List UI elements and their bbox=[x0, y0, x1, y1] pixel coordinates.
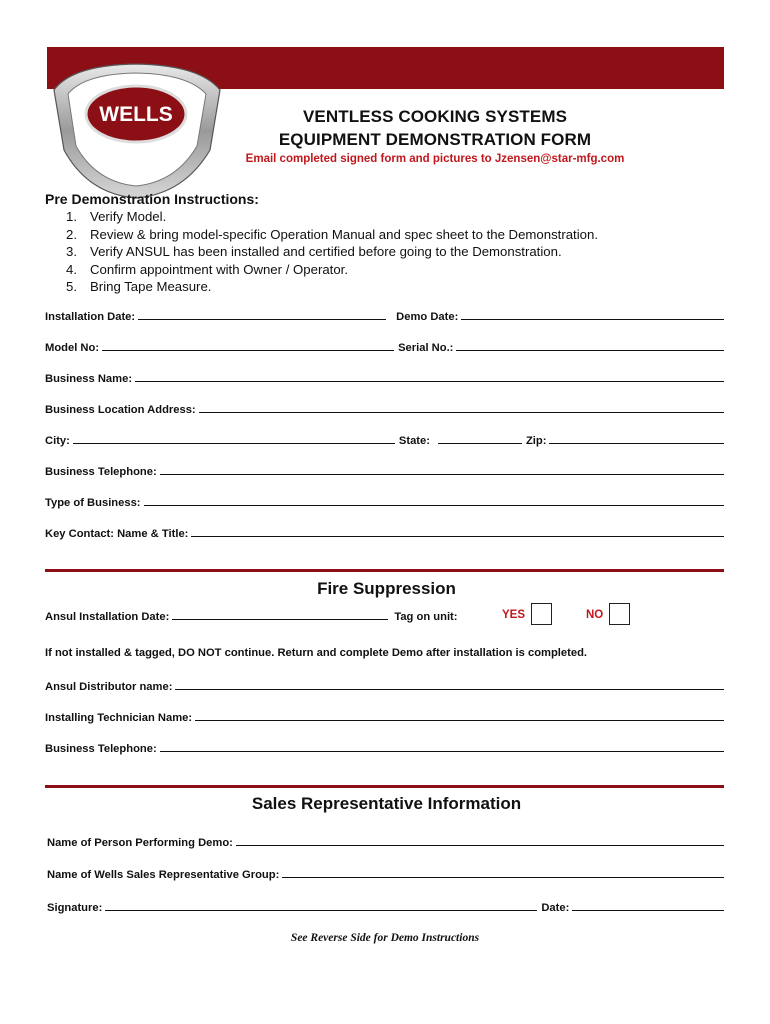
installation-demo-row bbox=[45, 307, 728, 323]
key-contact-label: Key Contact: Name & Title: bbox=[45, 528, 189, 540]
fire-suppression-heading: Fire Suppression bbox=[317, 579, 456, 598]
signature-field[interactable] bbox=[105, 910, 537, 911]
installation-notice: If not installed & tagged, DO NOT continue. Return and complete Demo after installation is completed. bbox=[45, 647, 588, 659]
no-label: NO bbox=[586, 609, 604, 621]
demo-date-label: Demo Date: bbox=[396, 311, 459, 323]
type-of-business-field[interactable] bbox=[144, 505, 724, 506]
date-field[interactable] bbox=[572, 910, 724, 911]
zip-field[interactable] bbox=[549, 443, 724, 444]
business-location-label: Business Location Address: bbox=[45, 404, 196, 416]
model-no-label: Model No: bbox=[45, 342, 100, 354]
business-location-field[interactable] bbox=[199, 412, 724, 413]
item-text: Verify Model. bbox=[90, 209, 167, 224]
item-number: 1. bbox=[66, 209, 77, 224]
list-item bbox=[66, 278, 598, 296]
business-telephone-row bbox=[45, 462, 728, 478]
item-text: Confirm appointment with Owner / Operator. bbox=[90, 261, 348, 277]
reverse-side-note: See Reverse Side for Demo Instructions bbox=[290, 932, 480, 944]
ansul-date-row bbox=[45, 607, 485, 623]
item-number: 2. bbox=[66, 226, 77, 242]
serial-no-field[interactable] bbox=[456, 350, 724, 351]
sales-rep-heading: Sales Representative Information bbox=[251, 794, 522, 813]
demo-person-field[interactable] bbox=[236, 845, 724, 846]
demo-person-label: Name of Person Performing Demo: bbox=[47, 837, 233, 849]
model-serial-row bbox=[45, 338, 728, 354]
installing-technician-field[interactable] bbox=[195, 720, 724, 721]
city-label: City: bbox=[45, 435, 70, 447]
serial-no-label: Serial No.: bbox=[398, 342, 454, 354]
demo-person-row bbox=[47, 833, 728, 849]
list-item bbox=[66, 226, 598, 244]
email-instruction: Email completed signed form and pictures to Jzensen@star-mfg.com bbox=[245, 153, 625, 165]
signature-row bbox=[47, 898, 728, 914]
business-telephone-field[interactable] bbox=[160, 474, 724, 475]
state-label: State: bbox=[398, 435, 430, 447]
business-name-row bbox=[45, 369, 728, 385]
installing-technician-label: Installing Technician Name: bbox=[45, 712, 193, 724]
city-field[interactable] bbox=[73, 443, 395, 444]
item-number: 4. bbox=[66, 261, 77, 277]
ansul-date-field[interactable] bbox=[172, 619, 388, 620]
no-checkbox[interactable] bbox=[609, 603, 630, 625]
fire-telephone-row bbox=[45, 739, 728, 755]
state-field[interactable] bbox=[438, 443, 522, 444]
logo-text: WELLS bbox=[99, 103, 173, 126]
rep-group-row bbox=[47, 865, 728, 881]
list-item bbox=[66, 208, 598, 226]
date-label: Date: bbox=[541, 902, 570, 914]
zip-label: Zip: bbox=[525, 435, 547, 447]
tag-on-unit-label: Tag on unit: bbox=[394, 611, 458, 623]
installing-technician-row bbox=[45, 708, 728, 724]
fire-telephone-field[interactable] bbox=[160, 751, 724, 752]
pre-demo-list bbox=[66, 208, 598, 296]
list-item bbox=[66, 261, 598, 279]
ansul-distributor-label: Ansul Distributor name: bbox=[45, 681, 173, 693]
form-title-line2: EQUIPMENT DEMONSTRATION FORM bbox=[278, 130, 592, 149]
demo-date-field[interactable] bbox=[461, 319, 724, 320]
section-divider bbox=[45, 569, 724, 572]
item-text: Bring Tape Measure. bbox=[90, 279, 212, 294]
ansul-distributor-row bbox=[45, 677, 728, 693]
key-contact-row bbox=[45, 524, 728, 540]
item-number: 3. bbox=[66, 244, 77, 259]
installation-date-field[interactable] bbox=[138, 319, 386, 320]
business-name-label: Business Name: bbox=[45, 373, 133, 385]
item-number: 5. bbox=[66, 279, 77, 294]
business-location-row bbox=[45, 400, 728, 416]
item-text: Verify ANSUL has been installed and certified before going to the Demonstration. bbox=[90, 244, 562, 259]
fire-telephone-label: Business Telephone: bbox=[45, 743, 157, 755]
model-no-field[interactable] bbox=[102, 350, 394, 351]
city-state-zip-row bbox=[45, 431, 728, 447]
installation-date-label: Installation Date: bbox=[45, 311, 136, 323]
ansul-distributor-field[interactable] bbox=[175, 689, 724, 690]
section-divider bbox=[45, 785, 724, 788]
rep-group-label: Name of Wells Sales Representative Group: bbox=[47, 869, 280, 881]
type-of-business-label: Type of Business: bbox=[45, 497, 141, 509]
signature-label: Signature: bbox=[47, 902, 103, 914]
ansul-date-label: Ansul Installation Date: bbox=[45, 611, 170, 623]
key-contact-field[interactable] bbox=[191, 536, 724, 537]
form-title-line1: VENTLESS COOKING SYSTEMS bbox=[302, 107, 568, 126]
pre-demo-heading: Pre Demonstration Instructions: bbox=[45, 191, 259, 207]
item-text: Review & bring model-specific Operation Manual and spec sheet to the Demonstration. bbox=[90, 226, 598, 242]
yes-label: YES bbox=[502, 609, 526, 621]
business-telephone-label: Business Telephone: bbox=[45, 466, 157, 478]
rep-group-field[interactable] bbox=[282, 877, 724, 878]
yes-checkbox[interactable] bbox=[531, 603, 552, 625]
list-item bbox=[66, 243, 598, 261]
business-name-field[interactable] bbox=[135, 381, 724, 382]
type-of-business-row bbox=[45, 493, 728, 509]
